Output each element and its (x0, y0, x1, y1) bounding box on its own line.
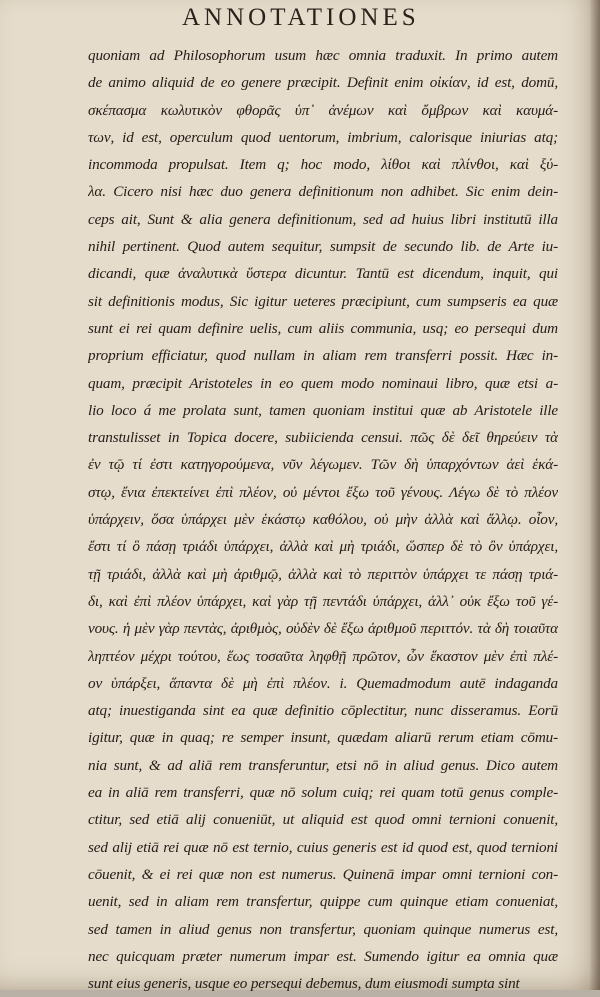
text-line: ληπτέον μέχρι τούτου, ἕως τοσαῦτα ληφθῇ πρῶτον, ὧν ἕκαστον μὲν ἐπὶ πλέ- (88, 647, 558, 665)
body-text (88, 42, 558, 997)
text-line: proprium efficiatur, quod nullam in aliam rem transferri possit. Hæc in- (88, 347, 558, 365)
text-line: λα. Cicero nisi hæc duo genera definitionum non adhibet. Sic enim dein- (88, 183, 558, 201)
text-line: quam, præcipit Aristoteles in eo quem modo nominaui libro, quæ etsi a- (88, 374, 558, 392)
text-line: ctitur, sed etiā alij conueniūt, ut aliquid est quod omni ternioni conuenit, (88, 811, 558, 829)
text-line: incommoda propulsat. Item q; hoc modo, λίθοι καὶ πλίνθοι, καὶ ξύ- (88, 156, 558, 174)
text-line: dicandi, quæ ἀναλυτικὰ ὕστερα dicuntur. Tantū est dicendum, inquit, qui (88, 265, 558, 283)
text-line: nihil pertinent. Quod autem sequitur, sumpsit de secundo lib. de Arte iu- (88, 238, 558, 256)
text-line: δι, καὶ ἐπὶ πλέον ὑπάρχει, καὶ γὰρ τῇ πεντάδι ὑπάρχει, ἀλλ᾽ οὐκ ἔξω τοῦ γέ- (88, 592, 558, 610)
text-line: lio loco á me prolata sunt, tamen quoniam institui quæ ab Aristotele ille (88, 401, 558, 419)
text-line: sunt ei rei quam definire uelis, cum aliis communia, usq; eo persequi dum (88, 319, 558, 337)
text-line: de animo aliquid de eo genere præcipit. Definit enim οἰκίαν, id est, domū, (88, 74, 558, 92)
text-line: igitur, quæ in quaq; re semper insunt, quædam aliarū rerum etiam cōmu- (88, 729, 558, 747)
text-line: transtulisset in Topica docere, subiicienda censui. πῶς δὲ δεῖ θηρεύειν τὰ (88, 429, 558, 447)
text-line: ον ὑπάρξει, ἅπαντα δὲ μὴ ἐπὶ πλέον. i. Quemadmodum autē indaganda (88, 674, 558, 692)
text-line: ὑπάρχειν, ὅσα ὑπάρχει μὲν ἑκάστῳ καθόλου, οὐ μὴν ἀλλὰ καὶ ἄλλῳ. οἷον, (88, 511, 558, 529)
page-gutter-shadow (590, 0, 600, 990)
text-line: sit definitionis modus, Sic igitur ueteres præcipiunt, cum sumpseris ea quæ (88, 292, 558, 310)
text-line: ἐν τῷ τί ἐστι κατηγορούμενα, νῦν λέγωμεν. Τῶν δὴ ὑπαρχόντων ἀεὶ ἑκά- (88, 456, 558, 474)
text-line: ea in aliā rem transferri, quæ nō solum cuiq; rei quam totū genus comple- (88, 784, 558, 802)
text-line: nec quicquam præter numerum impar est. Sumendo igitur ea omnia quæ (88, 947, 558, 965)
text-line: sunt eius generis, usque eo persequi debemus, dum eiusmodi sumpta sint (88, 975, 520, 993)
text-line: sed alij etiā rei quæ nō est ternio, cuius generis est id quod est, quod ternioni (88, 838, 558, 856)
text-line: σκέπασμα κωλυτικὸν φθορᾶς ὑπ᾽ ἀνέμων καὶ ὄμβρων καὶ καυμά- (88, 101, 558, 119)
text-line: uenit, sed in aliam rem transfertur, quippe cum quinque etiam conueniat, (88, 893, 558, 911)
text-line: cōuenit, & ei rei quæ non est numerus. Quinenā impar omni ternioni con- (88, 865, 558, 883)
text-line: των, id est, operculum quod uentorum, imbrium, calorisque iniurias atq; (88, 128, 558, 146)
text-line: τῇ τριάδι, ἀλλὰ καὶ μὴ ἀριθμῷ, ἀλλὰ καὶ τὸ περιττὸν ὑπάρχει τε πάσῃ τριά- (88, 565, 558, 583)
text-line: nia sunt, & ad aliā rem transferuntur, etsi nō in aliud genus. Dico autem (88, 756, 558, 774)
running-head: ANNOTATIONES (182, 4, 420, 31)
text-line: νους. ἡ μὲν γὰρ πεντὰς, ἀριθμὸς, οὐδὲν δὲ ἔξω ἀριθμοῦ περιττόν. τὰ δὴ τοιαῦτα (88, 620, 558, 638)
text-line: sed tamen in aliud genus non transfertur, quoniam quinque numerus est, (88, 920, 558, 938)
text-line: στῳ, ἔνια ἐπεκτείνει ἐπὶ πλέον, οὐ μέντοι ἔξω τοῦ γένους. Λέγω δὲ τὸ πλέον (88, 483, 558, 501)
text-line: atq; inuestiganda sint ea quæ definitio cōplectitur, nunc disseramus. Eorū (88, 702, 558, 720)
text-line: ἔστι τί ὃ πάσῃ τριάδι ὑπάρχει, ἀλλὰ καὶ μὴ τριάδι, ὥσπερ δὲ τὸ ὂν ὑπάρχει, (88, 538, 558, 556)
text-line: quoniam ad Philosophorum usum hæc omnia traduxit. In primo autem (88, 47, 558, 64)
text-line: ceps ait, Sunt & alia genera definitionum, sed ad huius libri institutū illa (88, 210, 558, 228)
